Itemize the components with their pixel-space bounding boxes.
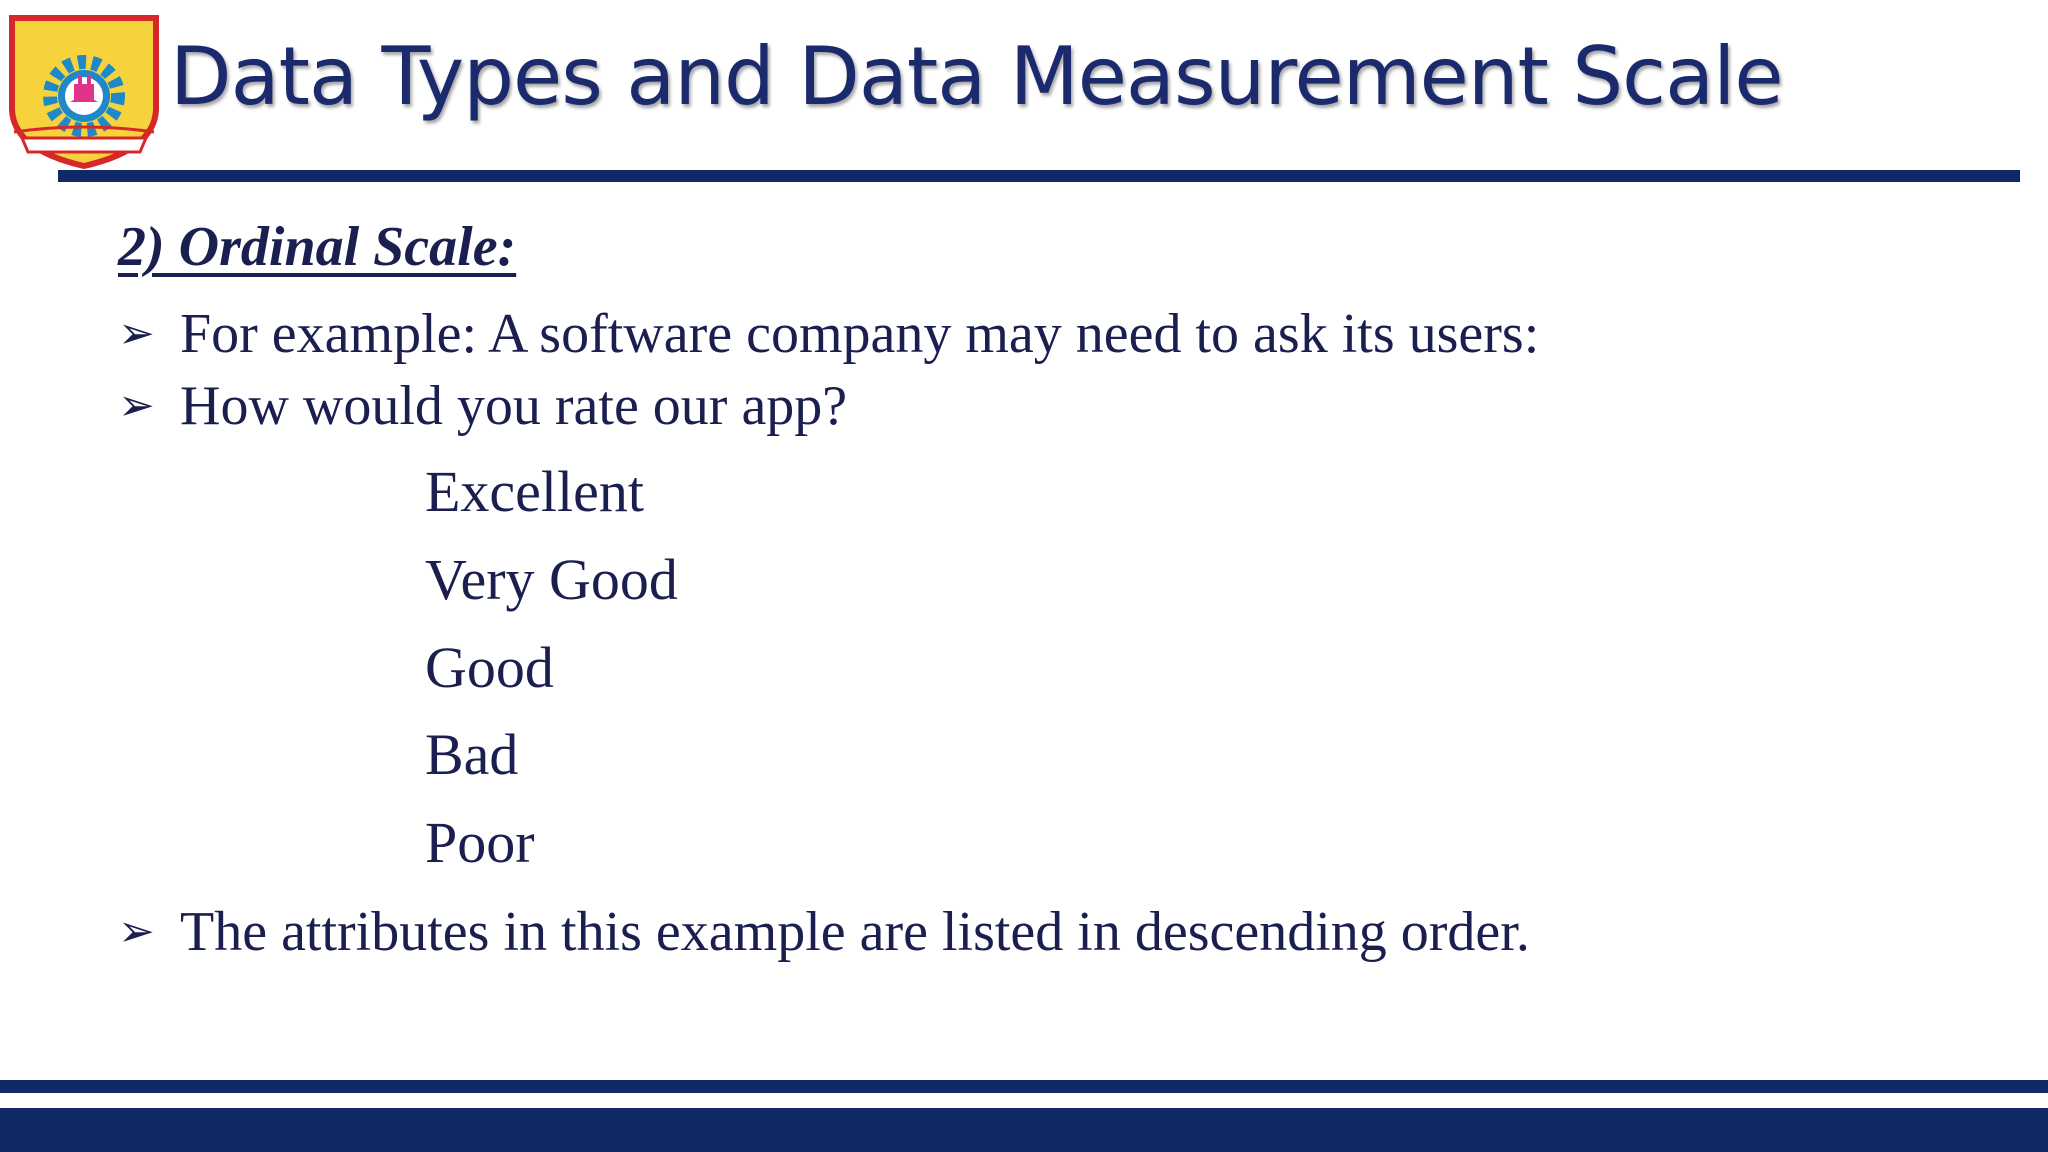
rating-option-bad: Bad — [425, 722, 519, 787]
title-divider — [58, 170, 2020, 182]
bullet-text: The attributes in this example are listed in descending order. — [180, 901, 1530, 963]
rating-option-good: Good — [425, 635, 554, 700]
arrowhead-bullet-icon: ➢ — [118, 380, 155, 431]
bullet-item — [118, 896, 1530, 968]
rating-option-poor: Poor — [425, 810, 535, 875]
bullet-text: For example: A software company may need to ask its users: — [180, 303, 1540, 365]
bullet-item — [118, 370, 847, 442]
bullet-text: How would you rate our app? — [180, 375, 848, 437]
slide-title: Data Types and Data Measurement Scale — [170, 30, 1783, 123]
bullet-item — [118, 298, 1539, 370]
rating-option-excellent: Excellent — [425, 459, 645, 524]
footer-bar — [0, 1108, 2048, 1152]
arrowhead-bullet-icon: ➢ — [118, 906, 155, 957]
rating-option-very-good: Very Good — [425, 547, 678, 612]
section-heading: 2) Ordinal Scale: — [118, 216, 517, 278]
arrowhead-bullet-icon: ➢ — [118, 308, 155, 359]
college-emblem-icon — [4, 10, 164, 170]
footer-rule-thin — [0, 1080, 2048, 1093]
